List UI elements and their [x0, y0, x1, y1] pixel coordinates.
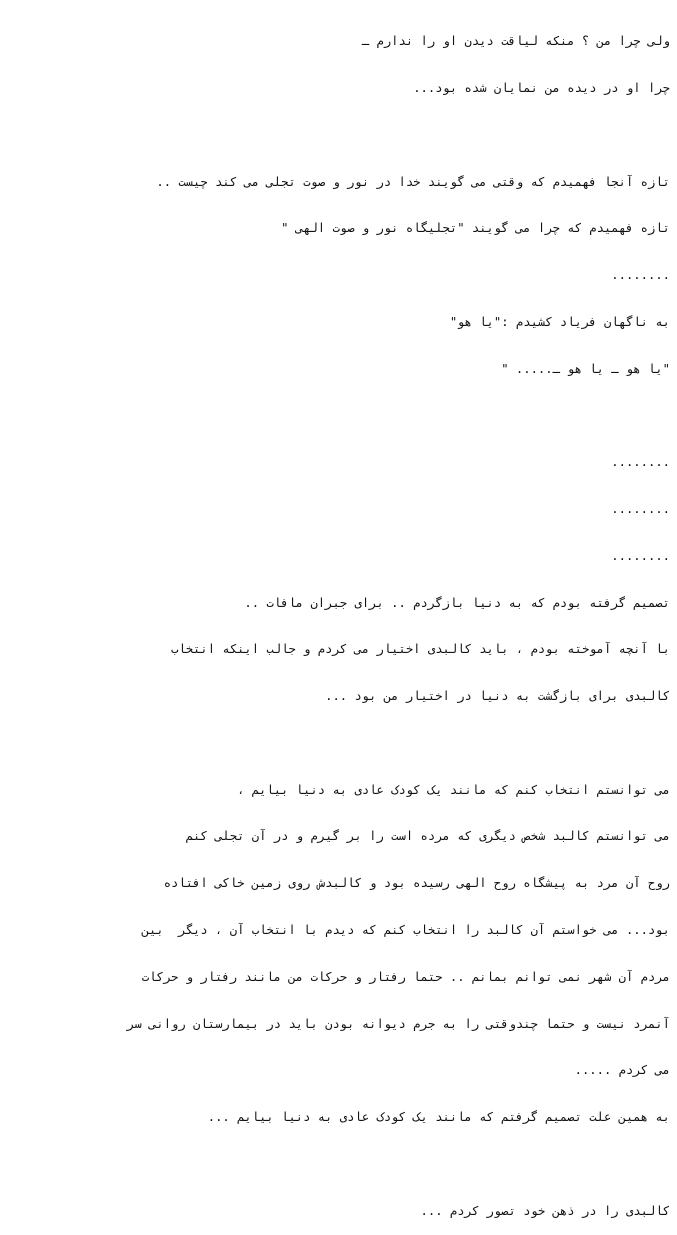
- text-line-7: به ناگهان فریاد کشیدم :"یا هو": [449, 314, 670, 329]
- blank-line: [10, 736, 670, 752]
- text-line-5: تازه فهمیدم که چرا می گویند "تجلیگاه نور و صوت الهی ": [281, 221, 670, 236]
- dots-line-3: ........: [611, 502, 670, 516]
- text-line-24: به همین علت تصمیم گرفتم که مانند یک کودک عادی به دنیا بیایم ...: [207, 1110, 670, 1125]
- text-line-22: آنمرد نیست و حتما چندوقتی را به جرم دیوانه بودن باید در بیمارستان روانی سر: [127, 1016, 670, 1031]
- text-line-13: تصمیم گرفته بودم که به دنیا بازگردم .. برای جبران مافات ..: [244, 595, 670, 610]
- text-line-4: تازه آنجا فهمیدم که وقتی می گویند خدا در نور و صوت تجلی می کند چیست ..: [156, 174, 670, 189]
- blank-line: [10, 128, 670, 144]
- text-line-19: روح آن مرد به پیشگاه روح الهی رسیده بود و کالبدش روی زمین خاکی افتاده: [163, 876, 670, 891]
- text-line-17: می توانستم انتخاب کنم که مانند یک کودک عادی به دنیا بیایم ،: [237, 782, 670, 797]
- text-line-20: بود... می خواستم آن کالبد را انتخاب کنم که دیدم با انتخاب آن ، دیگر بین: [141, 923, 670, 938]
- text-line-1: ولی چرا من ؟ منکه لیاقت دیدن او را ندارم ـ: [361, 34, 670, 49]
- text-line-21: مردم آن شهر نمی توانم بمانم .. حتما رفتار و حرکات من مانند رفتار و حرکات: [141, 969, 670, 984]
- dots-line-4: ........: [611, 548, 670, 563]
- dots-line-1: ........: [611, 268, 670, 283]
- text-line-15: کالبدی برای بازگشت به دنیا در اختیار من بود ...: [325, 689, 670, 704]
- text-line-8: "یا هو ـ یا هو ـ..... ": [501, 361, 670, 376]
- dots-line-2: ........: [611, 455, 670, 470]
- text-line-14: با آنچه آموخته بودم ، باید کالبدی اختیار می کردم و جالب اینکه انتخاب: [171, 642, 670, 657]
- blank-line: [10, 408, 670, 424]
- blank-line: [10, 1157, 670, 1173]
- text-line-26: کالبدی را در ذهن خود تصور کردم ...: [420, 1203, 670, 1218]
- text-line-2: چرا او در دیده من نمایان شده بود...: [413, 80, 670, 95]
- text-line-23: می کردم .....: [574, 1063, 670, 1078]
- text-line-18: می توانستم کالبد شخص دیگری که مرده است را بر گیرم و در آن تجلی کنم: [185, 829, 670, 844]
